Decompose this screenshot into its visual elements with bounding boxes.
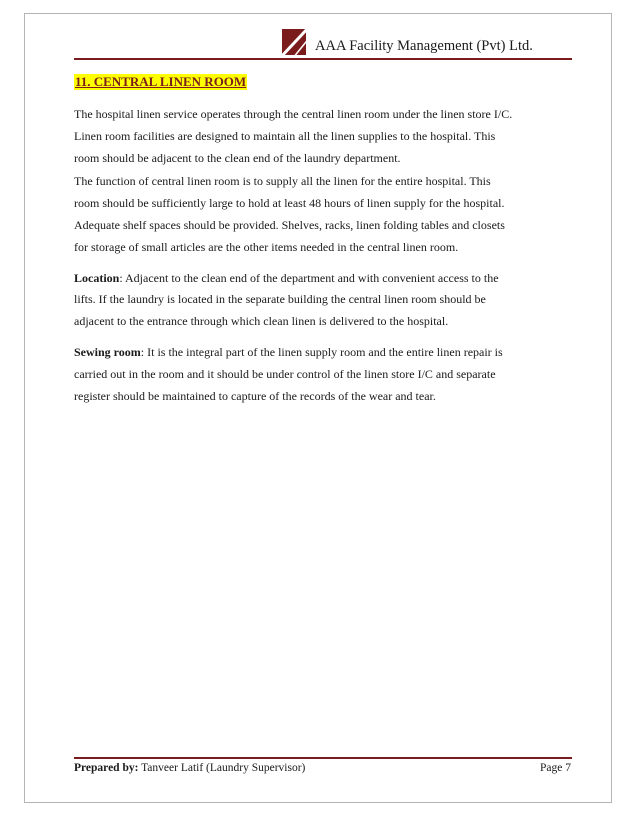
prepared-by-name: Tanveer Latif (Laundry Supervisor) — [138, 762, 306, 774]
paragraph-intro: The hospital linen service operates through the central linen room under the linen store I/C. Linen room facilities are designed to maintain all the linen supplies to the hospital. This room should be adjacent to the clean end of the laundry department. — [74, 107, 513, 165]
sewing-text: : It is the integral part of the linen supply room and the entire linen repair is carried out in the room and it should be under control of the linen store I/C and separate register should be maintained to capture of the records of the wear and tear. — [74, 344, 503, 403]
header-rule — [74, 58, 572, 60]
paragraph-sewing — [74, 342, 514, 407]
paragraph-function: The function of central linen room is to supply all the linen for the entire hospital. This room should be sufficiently large to hold at least 48 hours of linen supply for the hospital. Adequate shelf spaces should be provided. Shelves, racks, linen folding tables and closets for storage of small articles are the other items needed in the central linen room. — [74, 174, 505, 254]
footer-rule — [74, 757, 572, 759]
company-logo-icon — [276, 25, 312, 59]
sewing-label: Sewing room — [74, 344, 141, 359]
section-heading: 11. CENTRAL LINEN ROOM — [75, 74, 247, 89]
page-number: Page 7 — [540, 762, 571, 774]
paragraph-location — [74, 268, 514, 333]
company-name: AAA Facility Management (Pvt) Ltd. — [315, 38, 533, 54]
location-text: : Adjacent to the clean end of the department and with convenient access to the lifts. If the laundry is located in the separate building the central linen room should be adjacent to the entrance through which clean linen is delivered to the hospital. — [74, 270, 499, 329]
footer-prepared-by — [74, 762, 305, 774]
body-text — [74, 104, 514, 407]
prepared-by-label: Prepared by: — [74, 762, 139, 774]
location-label: Location — [74, 270, 120, 285]
